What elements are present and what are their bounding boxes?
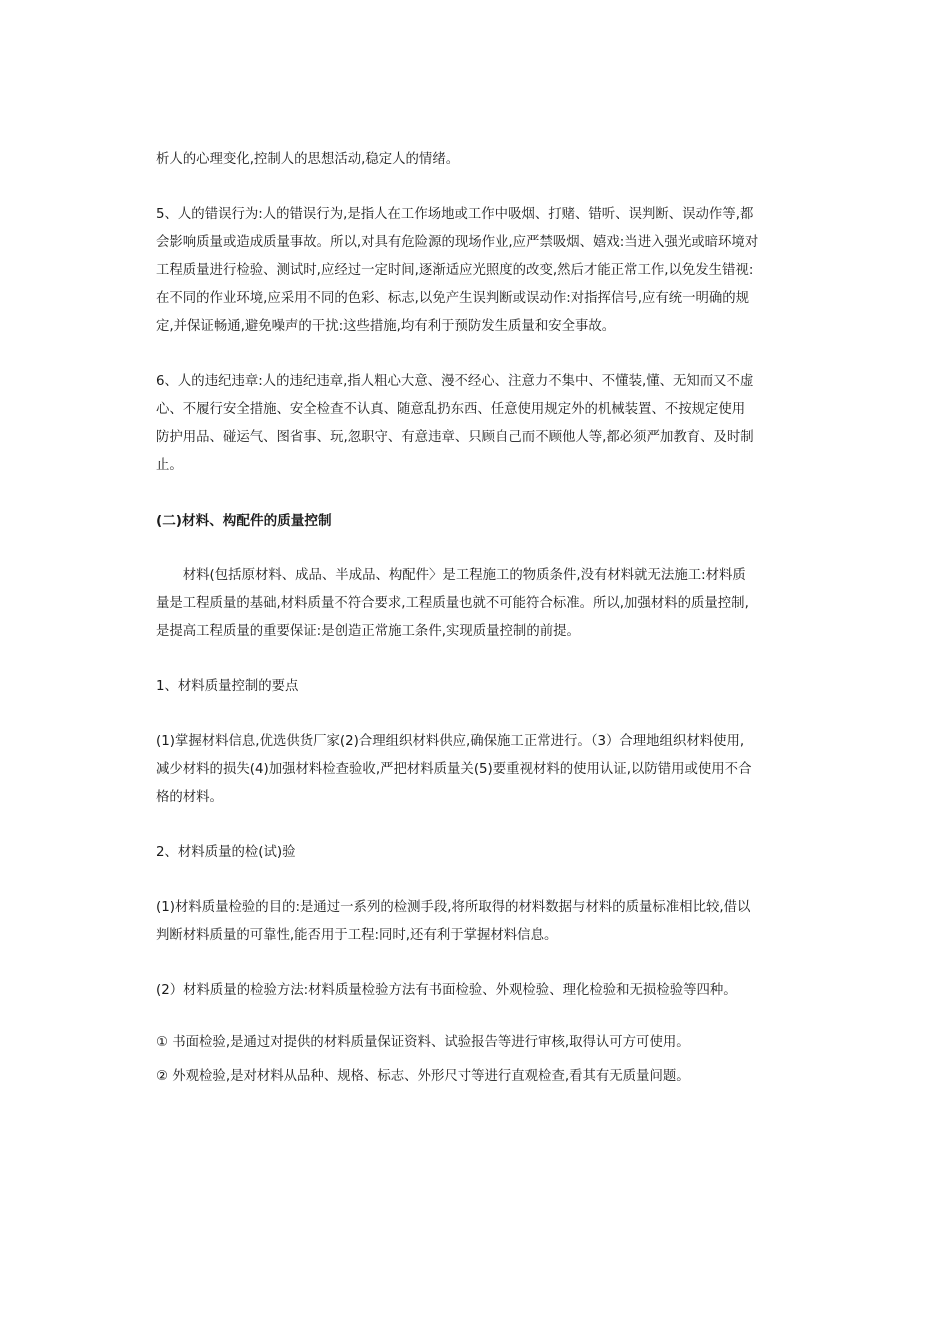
text-line: 在不同的作业环境,应采用不同的色彩、标志,以免产生误判断或误动作:对指挥信号,应有统一明确的规: [156, 291, 750, 306]
subheading-inspection: [156, 839, 804, 867]
text-line: 定,并保证畅通,避免噪声的干扰:这些措施,均有利于预防发生质量和安全事故。: [156, 319, 616, 334]
paragraph-materials: [156, 562, 804, 646]
paragraph-control-points: [156, 728, 804, 812]
text-line: 判断材料质量的可靠性,能否用于工程:同时,还有利于掌握材料信息。: [156, 928, 558, 943]
text-line: 材料(包括原材料、成品、半成品、构配件〉是工程施工的物质条件,没有材料就无法施工:材料质: [156, 568, 746, 583]
text-line: 是提高工程质量的重要保证:是创造正常施工条件,实现质量控制的前提。: [156, 624, 580, 639]
text-line: 会影响质量或造成质量事故。所以,对具有危险源的现场作业,应严禁吸烟、嬉戏:当进入强光或暗环境对: [156, 235, 759, 250]
paragraph-violation: [156, 368, 804, 480]
text-line: (1)掌握材料信息,优选供货厂家(2)合理组织材料供应,确保施工正常进行。（3）合理地组织材料使用,: [156, 734, 745, 749]
text-line: 工程质量进行检验、测试时,应经过一定时间,逐渐适应光照度的改变,然后才能正常工作,以免发生错视:: [156, 263, 754, 278]
text-line: 止。: [156, 458, 183, 473]
text-line: 防护用品、碰运气、图省事、玩,忽职守、有意违章、只顾自己而不顾他人等,都必须严加教育、及时制: [156, 430, 754, 445]
text-line: 减少材料的损失(4)加强材料检查验收,严把材料质量关(5)要重视材料的使用认证,以防错用或使用不合: [156, 762, 752, 777]
text-line: 心、不履行安全措施、安全检查不认真、随意乱扔东西、任意使用规定外的机械装置、不按规定使用: [156, 402, 746, 417]
list-item-visual-check: [156, 1063, 804, 1091]
list-item-document-check: [156, 1029, 804, 1057]
subheading-control-points: [156, 673, 804, 701]
text-line: (1)材料质量检验的目的:是通过一系列的检测手段,将所取得的材料数据与材料的质量标准相比较,借以: [156, 900, 751, 915]
text-line: 析人的心理变化,控制人的思想活动,稳定人的情绪。: [156, 152, 460, 167]
text-line: (2）材料质量的检验方法:材料质量检验方法有书面检验、外观检验、理化检验和无损检验等四种。: [156, 983, 737, 998]
text-line: 格的材料。: [156, 790, 223, 805]
text-line: 2、材料质量的检(试)验: [156, 845, 296, 860]
text-line: ① 书面检验,是通过对提供的材料质量保证资料、试验报告等进行审核,取得认可方可使用。: [156, 1035, 690, 1050]
text-line: 量是工程质量的基础,材料质量不符合要求,工程质量也就不可能符合标准。所以,加强材料的质量控制,: [156, 596, 749, 611]
paragraph-inspection-purpose: [156, 894, 804, 950]
document-body: [156, 146, 804, 1091]
text-line: 6、人的违纪违章:人的违纪违章,指人粗心大意、漫不经心、注意力不集中、不懂装,懂、无知而又不虚: [156, 374, 754, 389]
paragraph-error-behavior: [156, 201, 804, 341]
text-line: 1、材料质量控制的要点: [156, 679, 299, 694]
section-heading-materials: (二)材料、构配件的质量控制: [156, 513, 332, 529]
text-line: 5、人的错误行为:人的错误行为,是指人在工作场地或工作中吸烟、打赌、错听、误判断、误动作等,都: [156, 207, 754, 222]
paragraph-inspection-method: [156, 977, 804, 1005]
paragraph-intro: [156, 146, 804, 174]
text-line: ② 外观检验,是对材料从品种、规格、标志、外形尺寸等进行直观检查,看其有无质量问题。: [156, 1069, 690, 1084]
